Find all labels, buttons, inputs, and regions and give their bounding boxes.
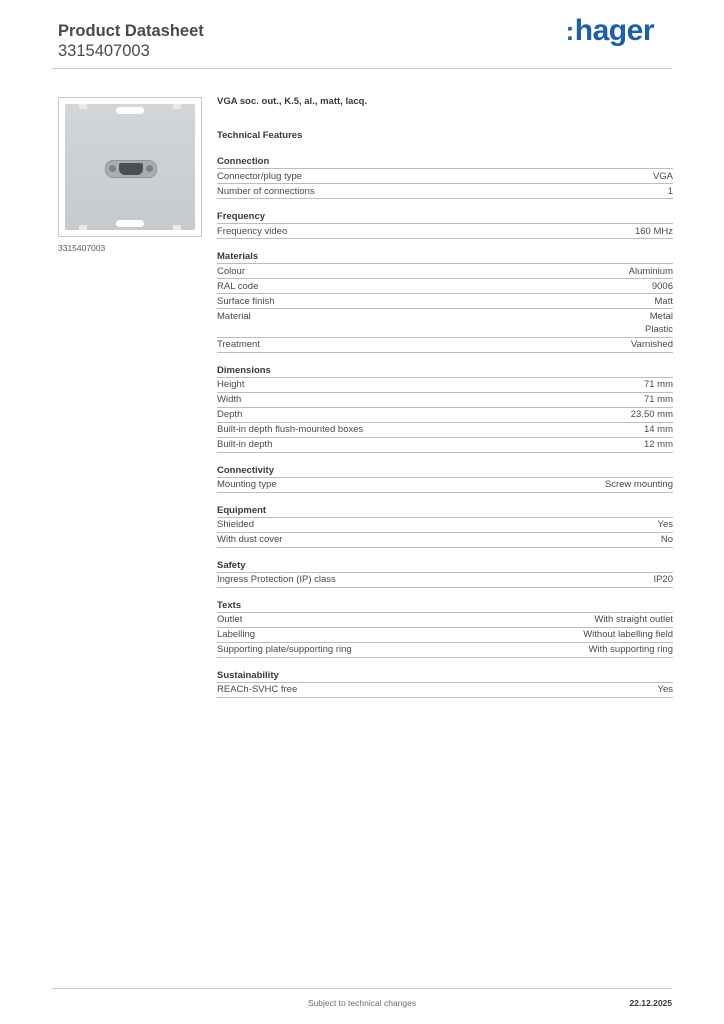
feature-sections xyxy=(217,155,673,698)
spec-section xyxy=(217,364,673,453)
image-caption: 3315407003 xyxy=(58,243,106,253)
spec-label: Frequency video xyxy=(217,225,288,237)
spec-label: Labelling xyxy=(217,629,256,640)
spec-value: 160 MHz xyxy=(634,225,673,237)
spec-row xyxy=(217,294,673,309)
product-image xyxy=(58,97,202,237)
spec-value: 1 xyxy=(667,185,673,197)
spec-row xyxy=(217,518,673,533)
section-title: Connectivity xyxy=(217,464,673,478)
spec-value: Matt xyxy=(654,295,673,307)
product-code: 3315407003 xyxy=(58,42,150,60)
spec-label: Height xyxy=(217,379,245,390)
spec-label: Built-in depth xyxy=(217,439,273,450)
footer-date: 22.12.2025 xyxy=(629,998,672,1008)
spec-value: Yes xyxy=(657,519,673,530)
spec-label: Built-in depth flush-mounted boxes xyxy=(217,424,364,435)
spec-row xyxy=(217,338,673,353)
spec-row xyxy=(217,408,673,423)
spec-section xyxy=(217,464,673,493)
spec-row xyxy=(217,224,673,239)
spec-label: Ingress Protection (IP) class xyxy=(217,574,336,585)
section-title: Equipment xyxy=(217,504,673,518)
spec-row xyxy=(217,423,673,438)
spec-label: Colour xyxy=(217,265,245,277)
spec-value: 71 mm xyxy=(643,379,673,390)
spec-value: 9006 xyxy=(651,280,673,292)
spec-value: With supporting ring xyxy=(588,644,673,655)
spec-value: No xyxy=(660,534,673,545)
plate-tab xyxy=(79,104,87,109)
spec-row xyxy=(217,683,673,698)
spec-value: VGA xyxy=(652,170,673,182)
spec-section xyxy=(217,559,673,588)
section-title: Materials xyxy=(217,250,673,264)
spec-value: 23.50 mm xyxy=(630,409,673,420)
spec-section xyxy=(217,155,673,199)
spec-row xyxy=(217,438,673,453)
section-title: Frequency xyxy=(217,210,673,224)
spec-row xyxy=(217,393,673,408)
spec-label: Depth xyxy=(217,409,243,420)
spec-section xyxy=(217,669,673,698)
spec-row xyxy=(217,533,673,548)
connector-screw xyxy=(146,165,153,172)
section-title: Safety xyxy=(217,559,673,573)
spec-value: 12 mm xyxy=(643,439,673,450)
page-header xyxy=(58,21,204,61)
spec-row xyxy=(217,279,673,294)
product-title: VGA soc. out., K.5, al., matt, lacq. xyxy=(217,96,368,107)
mounting-slot-bottom xyxy=(116,220,144,227)
spec-row xyxy=(217,478,673,493)
spec-value: 71 mm xyxy=(643,394,673,405)
spec-label: Mounting type xyxy=(217,479,277,490)
spec-row xyxy=(217,264,673,279)
spec-label: REACh-SVHC free xyxy=(217,684,298,695)
spec-label: Supporting plate/supporting ring xyxy=(217,644,352,655)
spec-label: Treatment xyxy=(217,339,260,350)
spec-row xyxy=(217,613,673,628)
spec-value: 14 mm xyxy=(643,424,673,435)
spec-label: Outlet xyxy=(217,614,243,625)
vga-socket-plate xyxy=(65,104,195,230)
features-heading: Technical Features xyxy=(217,130,303,141)
spec-value: IP20 xyxy=(653,574,673,585)
spec-value: Yes xyxy=(657,684,673,695)
spec-label: Surface finish xyxy=(217,295,275,307)
spec-label: Material xyxy=(217,310,251,322)
vga-connector xyxy=(105,160,157,178)
spec-section xyxy=(217,599,673,658)
page-title: Product Datasheet xyxy=(58,22,204,40)
spec-label: Connector/plug type xyxy=(217,170,303,182)
spec-row xyxy=(217,309,673,338)
plate-tab xyxy=(173,225,181,230)
spec-section xyxy=(217,504,673,548)
spec-row xyxy=(217,378,673,393)
header-divider xyxy=(52,68,672,69)
spec-row xyxy=(217,573,673,588)
spec-value: Screw mounting xyxy=(604,479,673,490)
logo-text: hager xyxy=(574,14,654,47)
spec-label: Width xyxy=(217,394,242,405)
section-title: Texts xyxy=(217,599,673,613)
footer-note: Subject to technical changes xyxy=(307,998,417,1008)
footer-divider xyxy=(52,988,672,989)
spec-label: RAL code xyxy=(217,280,259,292)
spec-value: Metal Plastic xyxy=(645,310,673,335)
datasheet-content xyxy=(217,96,673,698)
section-title: Dimensions xyxy=(217,364,673,378)
spec-value: Varnished xyxy=(630,339,673,350)
spec-label: Number of connections xyxy=(217,185,315,197)
section-title: Connection xyxy=(217,155,673,169)
vga-port xyxy=(119,163,143,175)
spec-value: Aluminium xyxy=(628,265,673,277)
spec-row xyxy=(217,628,673,643)
logo-colon: : xyxy=(565,16,574,46)
spec-row xyxy=(217,169,673,184)
plate-tab xyxy=(173,104,181,109)
plate-tab xyxy=(79,225,87,230)
spec-section xyxy=(217,210,673,239)
spec-label: With dust cover xyxy=(217,534,283,545)
spec-row xyxy=(217,184,673,199)
mounting-slot-top xyxy=(116,107,144,114)
spec-row xyxy=(217,643,673,658)
hager-logo xyxy=(566,14,654,48)
spec-value: Without labelling field xyxy=(583,629,673,640)
spec-section xyxy=(217,250,673,353)
spec-label: Shielded xyxy=(217,519,254,530)
spec-value: With straight outlet xyxy=(594,614,673,625)
connector-screw xyxy=(109,165,116,172)
section-title: Sustainability xyxy=(217,669,673,683)
